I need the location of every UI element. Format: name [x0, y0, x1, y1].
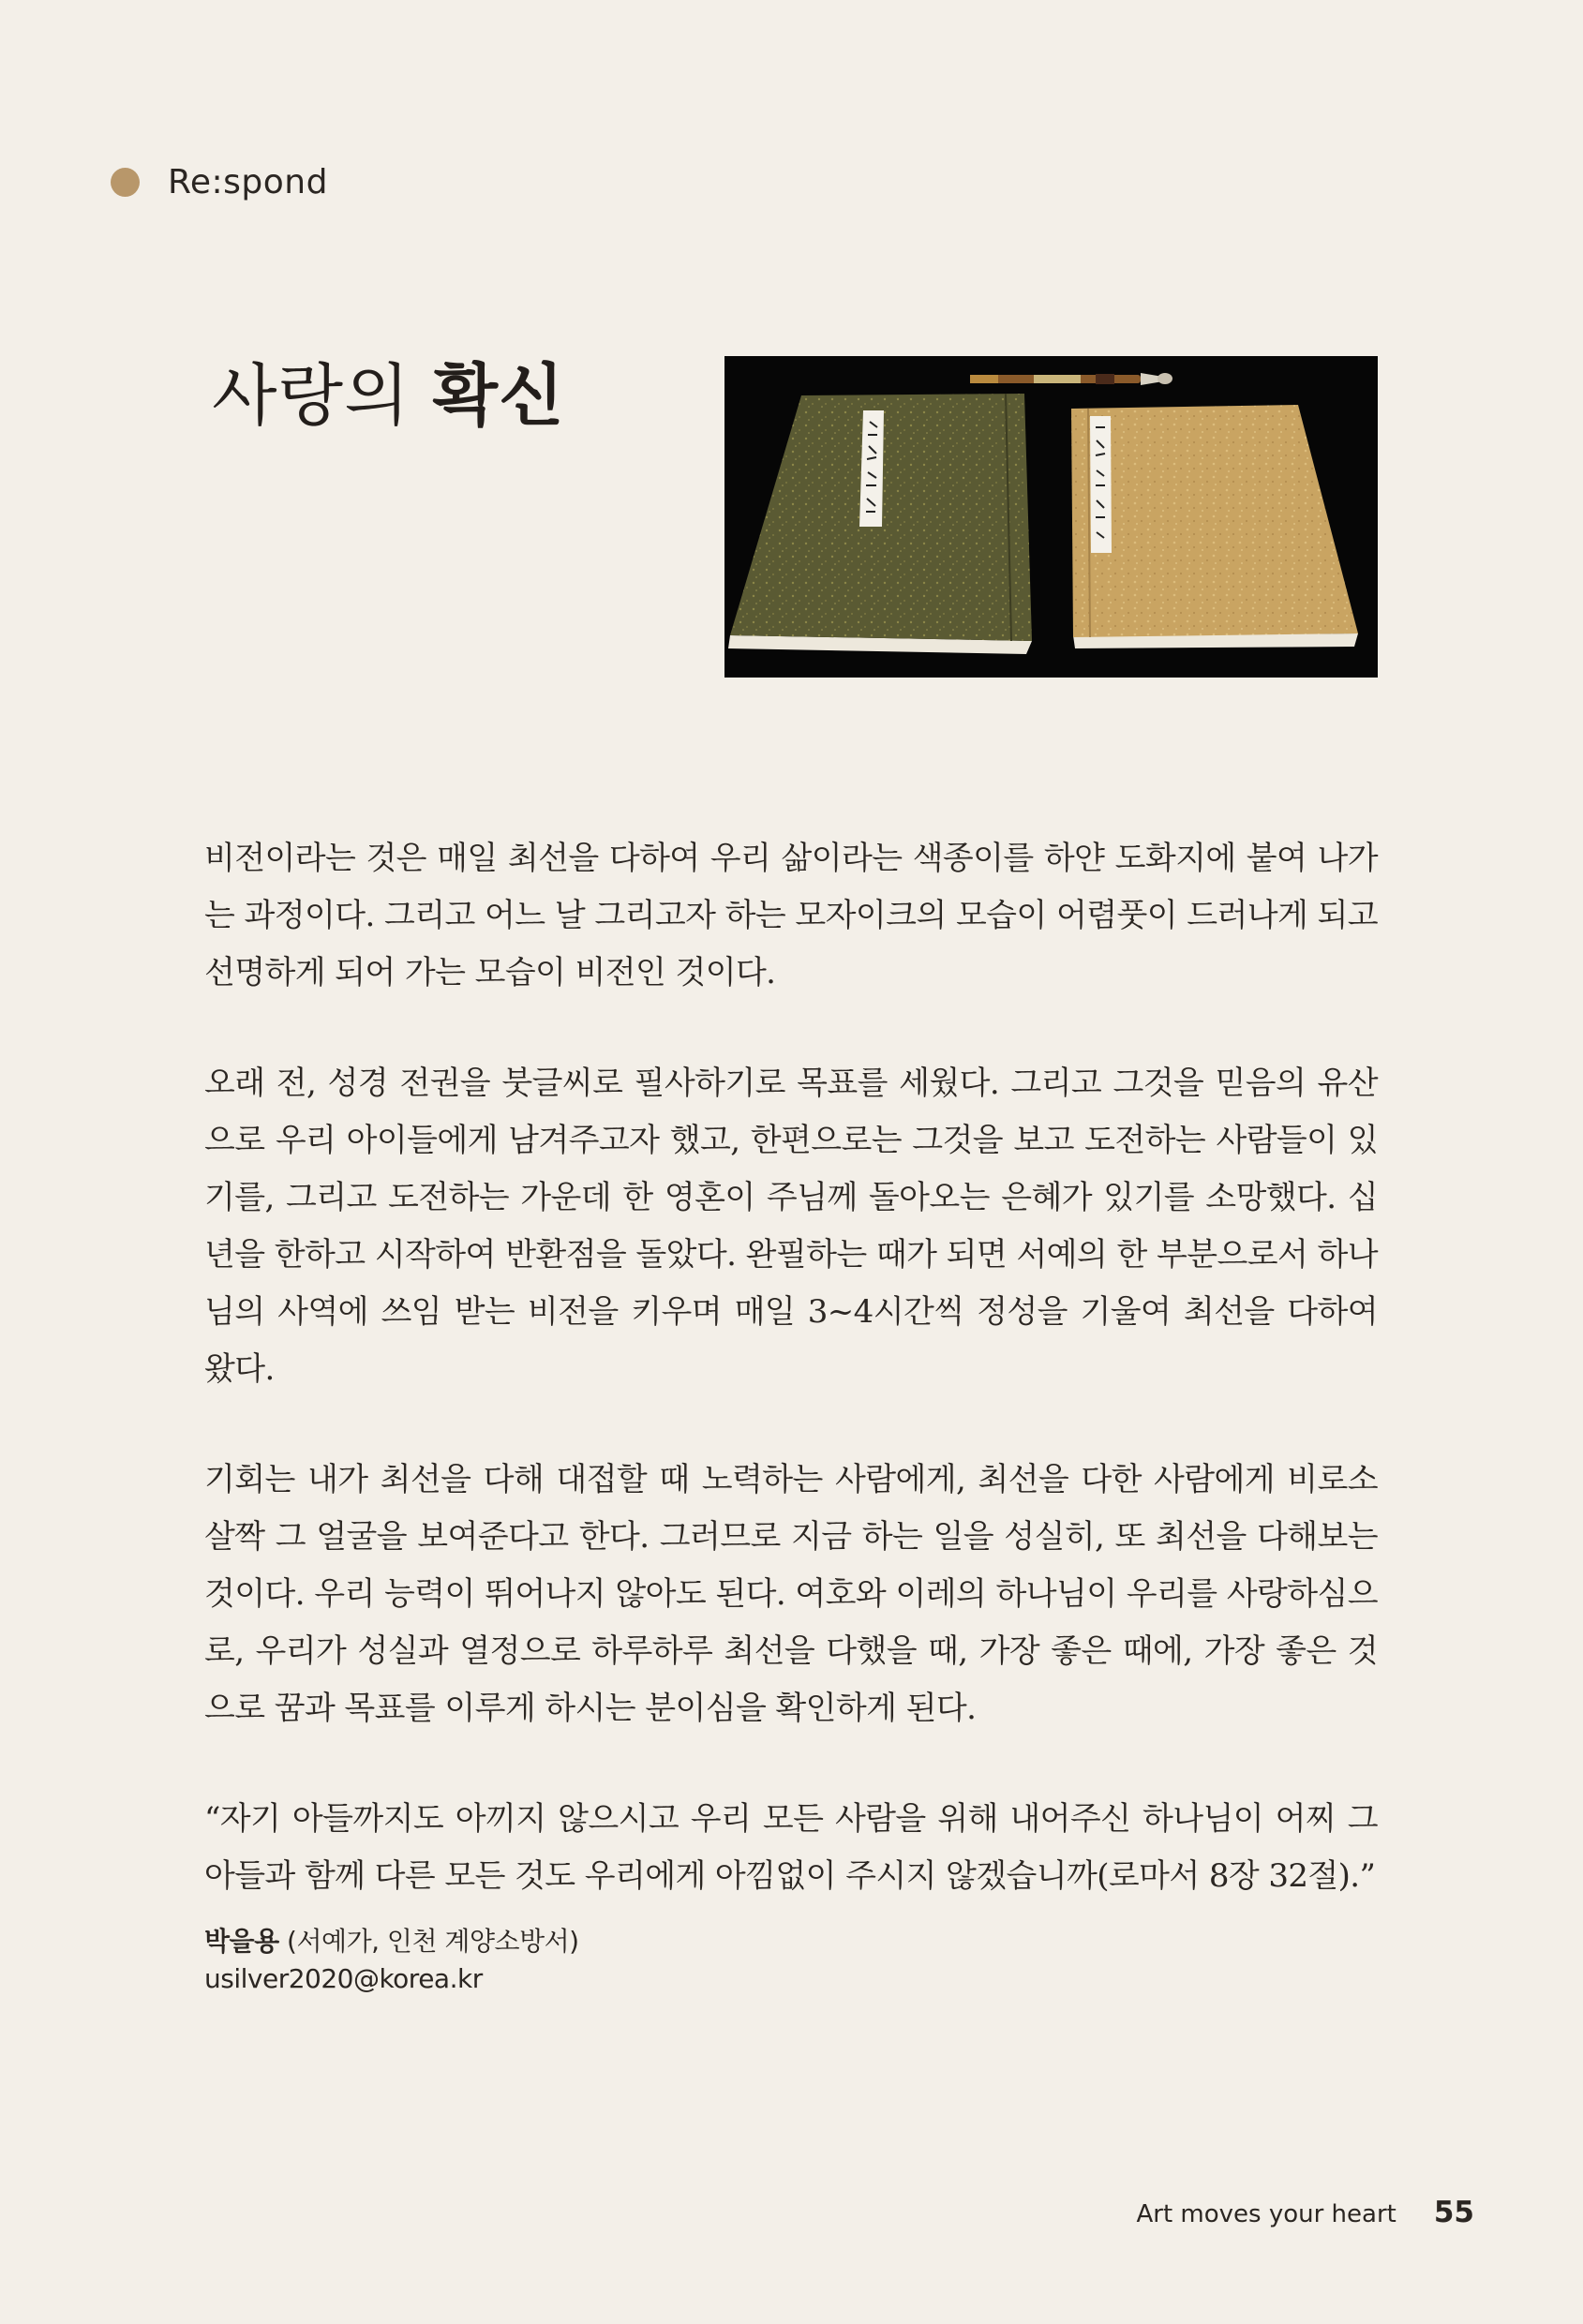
section-dot-icon [111, 168, 140, 197]
title-part-1: 사랑의 [212, 356, 433, 435]
author-email: usilver2020@korea.kr [204, 1963, 483, 1994]
page-number: 55 [1433, 2196, 1474, 2229]
author-info [204, 1923, 579, 1998]
paragraph-2: 오래 전, 성경 전권을 붓글씨로 필사하기로 목표를 세웠다. 그리고 그것을 믿음의 유산으로 우리 아이들에게 남겨주고자 했고, 한편으로는 그것을 보고 도전하는 사람들이 있기를, 그리고 도전하는 가운데 한 영혼이 주님께 돌아오는 은혜가 있기를 소망했다. 십년을 한하고 시작하여 반환점을 돌았다. 완필하는 때가 되면 서예의 한 부분으로서 하나님의 사역에 쓰임 받는 비전을 키우며 매일 3~4시간씩 정성을 기울여 최선을 다하여 왔다. [204, 1065, 1378, 1388]
calligraphy-books-photo [724, 356, 1378, 678]
paragraph-1: 비전이라는 것은 매일 최선을 다하여 우리 삶이라는 색종이를 하얀 도화지에 붙여 나가는 과정이다. 그리고 어느 날 그리고자 하는 모자이크의 모습이 어렴풋이 드러나게 되고 선명하게 되어 가는 모습이 비전인 것이다. [204, 840, 1378, 991]
photo-illustration [724, 356, 1378, 678]
paragraph-3: 기회는 내가 최선을 다해 대접할 때 노력하는 사람에게, 최선을 다한 사람에게 비로소 살짝 그 얼굴을 보여준다고 한다. 그러므로 지금 하는 일을 성실히, 또 최선을 다해보는 것이다. 우리 능력이 뛰어나지 않아도 된다. 여호와 이레의 하나님이 우리를 사랑하심으로, 우리가 성실과 열정으로 하루하루 최선을 다했을 때, 가장 좋은 때에, 가장 좋은 것으로 꿈과 목표를 이루게 하시는 분이심을 확인하게 된다. [204, 1461, 1378, 1727]
author-line [204, 1923, 579, 1960]
page-footer [1136, 2196, 1474, 2229]
section-tag [111, 159, 328, 204]
author-affiliation: (서예가, 인천 계양소방서) [278, 1926, 579, 1957]
section-label: Re:spond [168, 162, 328, 201]
article-body [204, 830, 1378, 1959]
bible-quote: “자기 아들까지도 아끼지 않으시고 우리 모든 사람을 위해 내어주신 하나님이 어찌 그 아들과 함께 다른 모든 것도 우리에게 아낌없이 주시지 않겠습니까(로마서 8장 32절).” [204, 1800, 1378, 1895]
article-title [212, 341, 565, 439]
author-name: 박을용 [204, 1926, 279, 1957]
title-part-2: 확신 [432, 355, 565, 435]
footer-tagline: Art moves your heart [1136, 2200, 1396, 2228]
